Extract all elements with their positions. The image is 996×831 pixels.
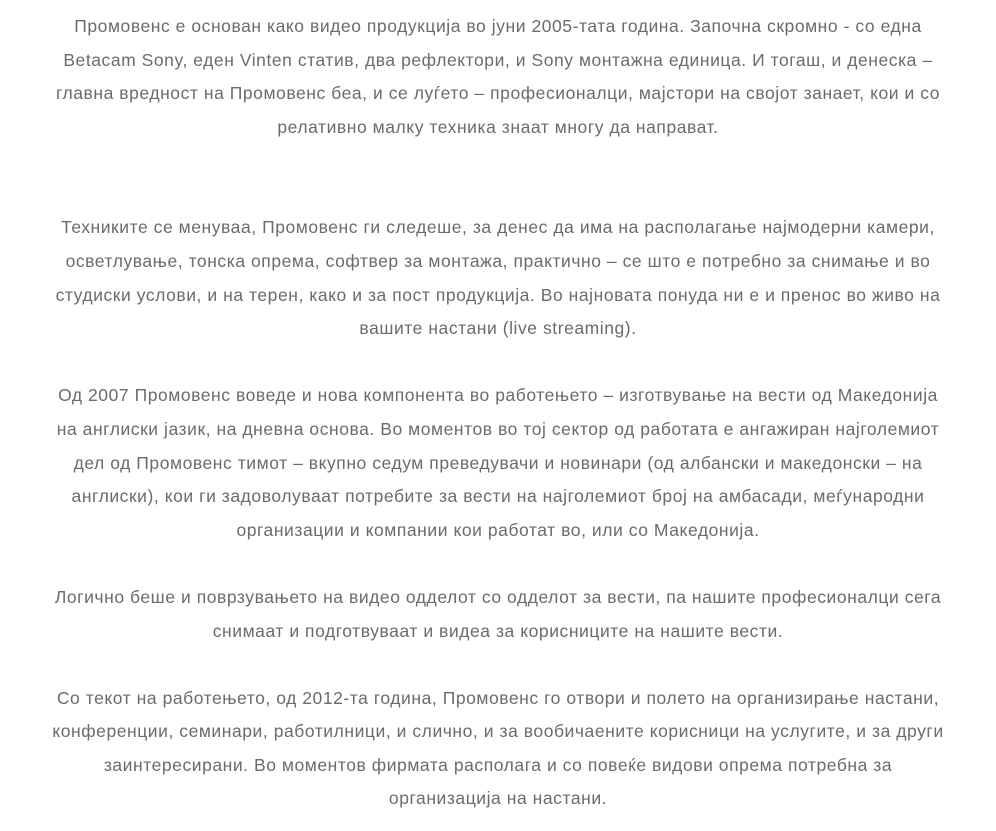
paragraph-techniques: Техниките се менуваа, Промовенс ги следеше, за денес да има на располагање најмодерни камери, осветлување, тонска опрема, софтвер за монтажа, практично – се што е потребно за снимање и во студиски услови, и на терен, како и за пост продукција. Во најновата понуда ни е и пренос во живо на вашите настани (live streaming). (55, 217, 941, 339)
paragraph-founding: Промовенс е основан како видео продукција во јуни 2005-тата година. Започна скромно - со една Betacam Sony, еден Vinten статив, два рефлектори, и Sony монтажна единица. И тогаш, и денеска – главна вредност на Промовенс беа, и се луѓето – професионалци, мајстори на својот занает, кои и со релативно малку техника знаат многу да направат. (55, 16, 941, 137)
about-article (48, 0, 948, 816)
paragraph-video-news: Логично беше и поврзувањето на видео одделот со одделот за вести, па нашите професионалци сега снимаат и подготвуваат и видеа за корисниците на нашите вести. (54, 586, 942, 641)
paragraph-news: Од 2007 Промовенс воведе и нова компонента во работењето – изготвување на вести од Македонија на англиски јазик, на дневна основа. Во моментов во тој сектор од работата е ангажиран најголемиот дел од Промовенс тимот – вкупно седум преведувачи и новинари (од албански и македонски – на англиски), кои ги задоволуваат потребите за вести на најголемиот број на амбасади, меѓународни организации и компании кои работат во, или со Македонија. (56, 385, 940, 540)
paragraph-events: Со текот на работењето, од 2012-та година, Промовенс го отвори и полето на организирање настани, конференции, семинари, работилници, и слично, и за вообичаените корисници на услугите, и за други заинтересирани. Во моментов фирмата располага и со повеќе видови опрема потребна за организација на настани. (52, 687, 944, 809)
